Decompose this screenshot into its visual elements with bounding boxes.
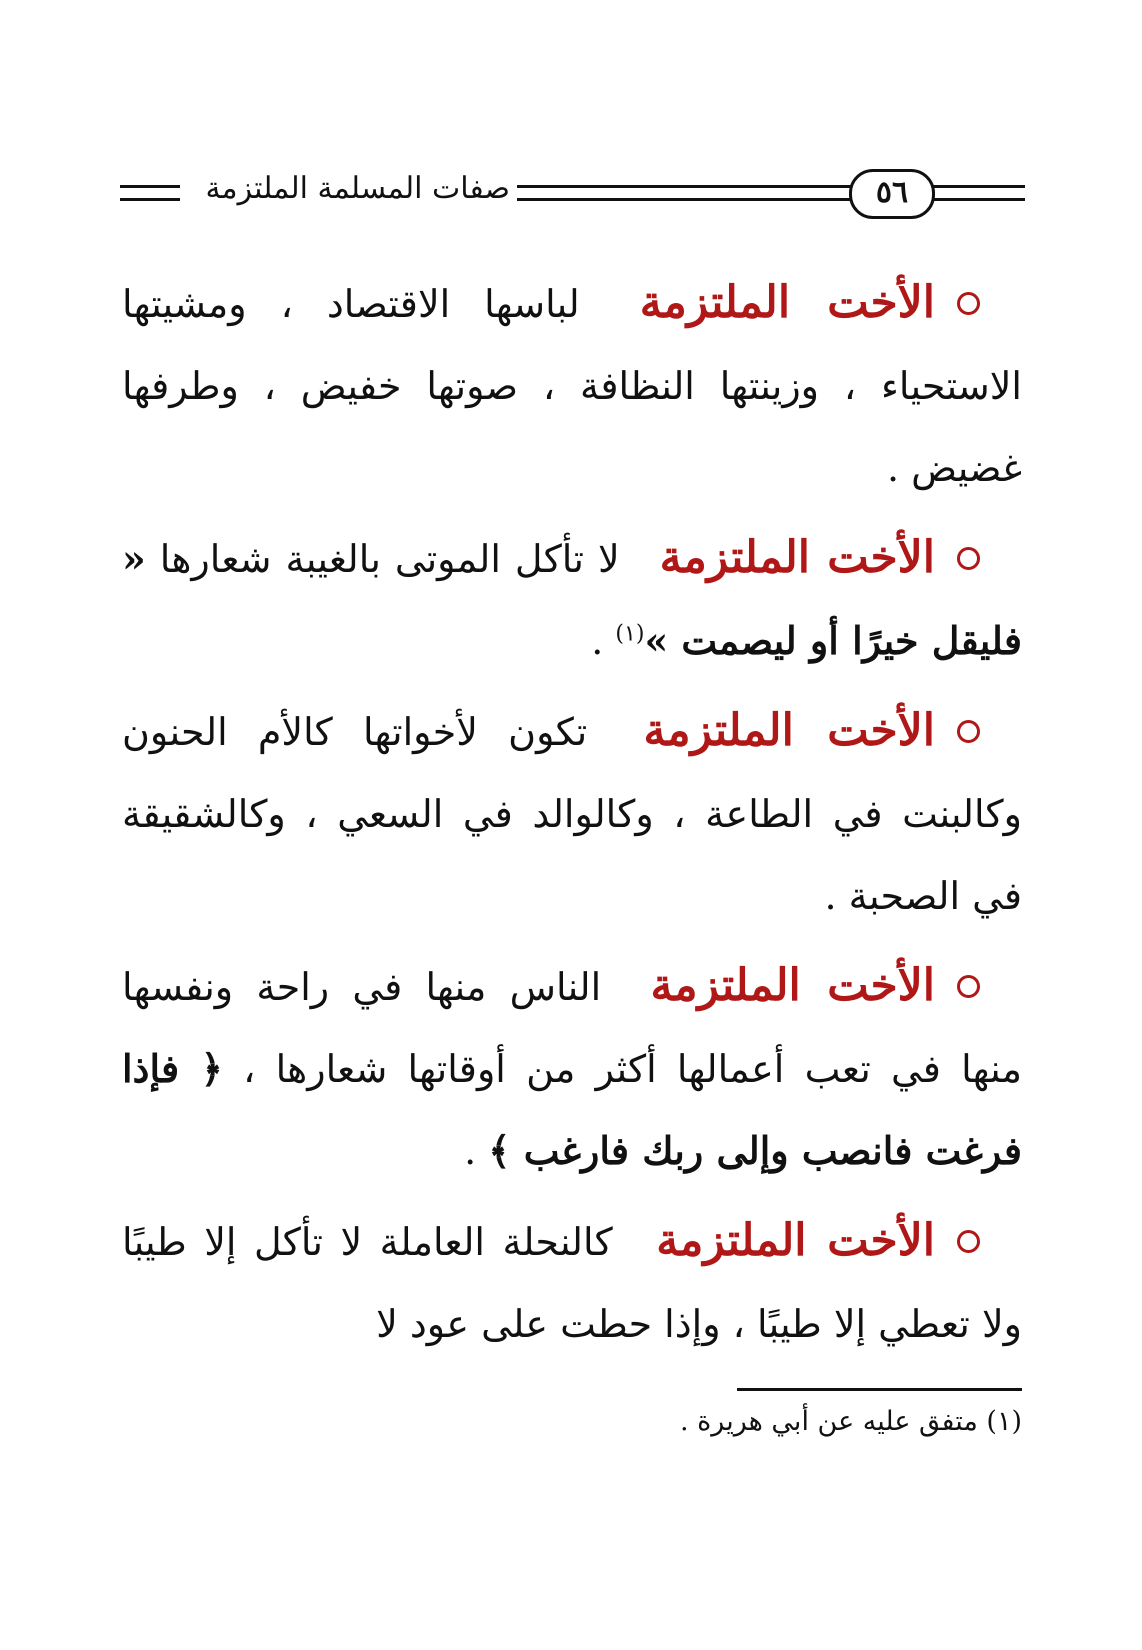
circle-bullet-icon: [957, 1230, 980, 1253]
paragraph-lead: الأخت الملتزمة: [639, 277, 935, 328]
page-body: [122, 262, 1022, 1373]
paragraph-1: [122, 262, 1022, 509]
circle-bullet-icon: [957, 547, 980, 570]
quran-quote: ﴿ فإذا فرغت فانصب وإلى ربك فارغب ﴾: [122, 1046, 1022, 1173]
paragraph-text: تكون لأخواتها كالأم الحنون وكالبنت في الطاعة ، وكالوالد في السعي ، وكالشقيقة في الصحبة .: [122, 710, 1022, 918]
circle-bullet-icon: [957, 975, 980, 998]
paragraph-lead: الأخت الملتزمة: [643, 705, 935, 756]
header-rule-left: [120, 185, 180, 201]
paragraph-text: لباسها الاقتصاد ، ومشيتها الاستحياء ، وزينتها النظافة ، صوتها خفيض ، وطرفها غضيض .: [122, 282, 1022, 490]
paragraph-text: لا تأكل الموتى بالغيبة شعارها: [159, 537, 620, 581]
paragraph-lead: الأخت الملتزمة: [659, 532, 936, 583]
paragraph-lead: الأخت الملتزمة: [656, 1215, 935, 1266]
circle-bullet-icon: [957, 720, 980, 743]
paragraph-4: [122, 945, 1022, 1192]
header-rule-middle: [517, 185, 855, 201]
paragraph-text: الناس منها في راحة ونفسها منها في تعب أعمالها أكثر من أوقاتها شعارها ،: [122, 965, 1022, 1091]
paragraph-end: .: [464, 1129, 477, 1173]
circle-bullet-icon: [957, 292, 980, 315]
footnote-1: (١) متفق عليه عن أبي هريرة .: [679, 1406, 1022, 1437]
running-title: صفات المسلمة الملتزمة: [205, 171, 510, 206]
header-rule-right: [933, 185, 1025, 201]
paragraph-text: كالنحلة العاملة لا تأكل إلا طيبًا ولا تعطي إلا طيبًا ، وإذا حطت على عود لا: [122, 1220, 1022, 1346]
paragraph-lead: الأخت الملتزمة: [650, 960, 935, 1011]
footnote-divider: [737, 1388, 1022, 1391]
paragraph-end: .: [591, 619, 604, 663]
hadith-quote: « فليقل خيرًا أو ليصمت »: [122, 536, 1022, 663]
paragraph-2: [122, 517, 1022, 682]
footnote-reference: (١): [615, 621, 645, 647]
paragraph-3: [122, 690, 1022, 937]
running-header: [120, 165, 1025, 221]
page-number: ٥٦: [849, 169, 935, 219]
footnotes: [122, 1402, 1022, 1442]
paragraph-5: [122, 1200, 1022, 1365]
